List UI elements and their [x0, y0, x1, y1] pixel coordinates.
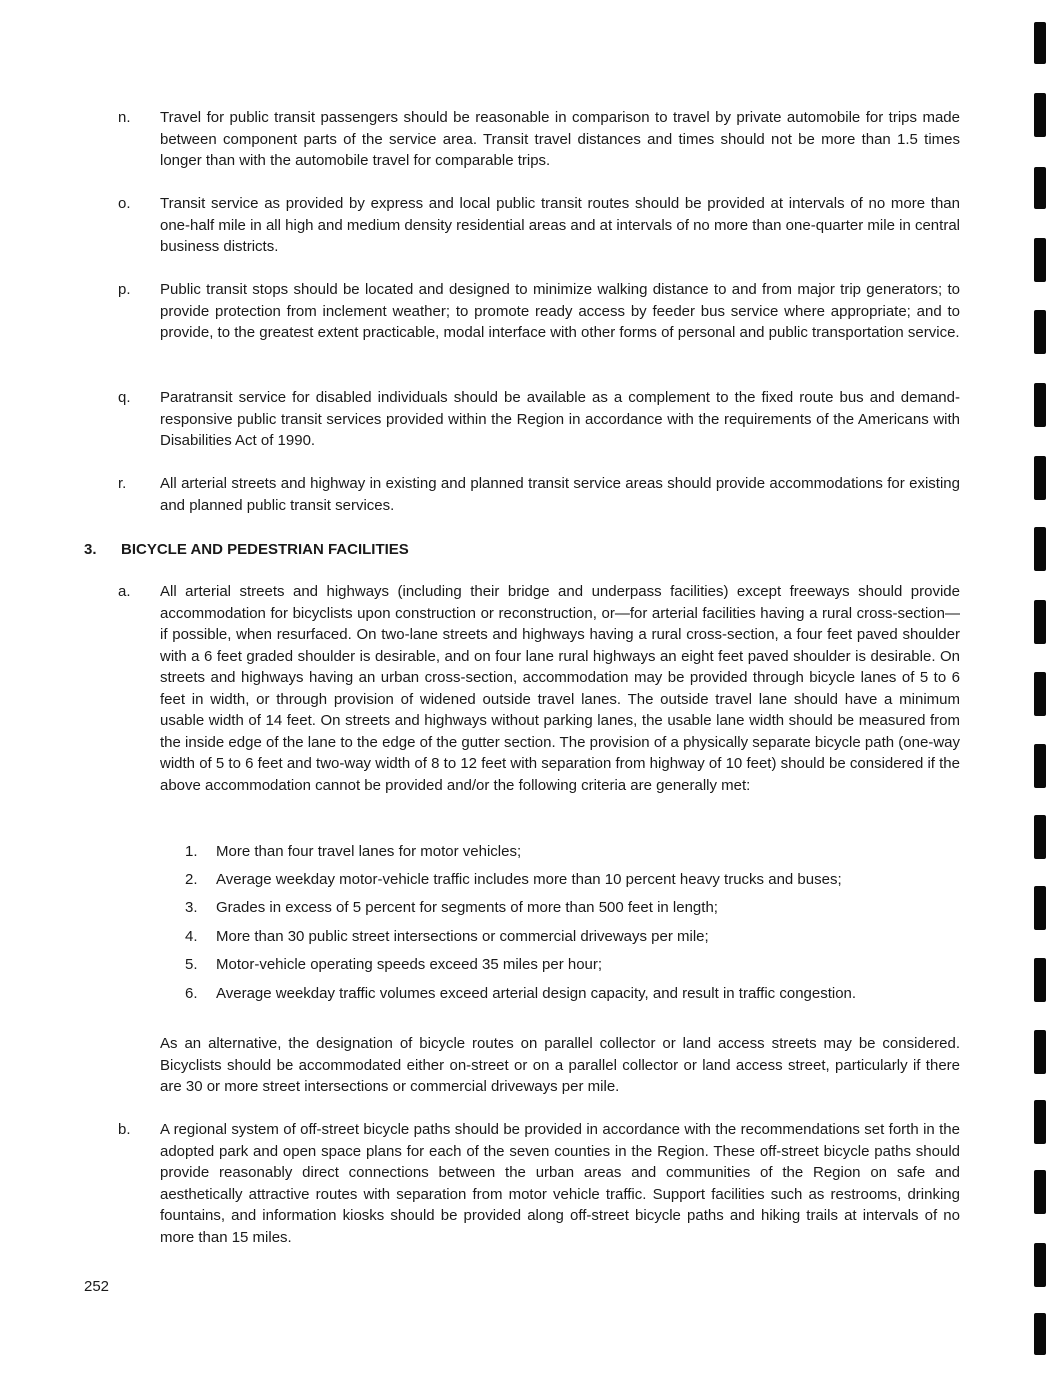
item-text: Travel for public transit passengers should be reasonable in comparison to travel by private automobile for trips made between component parts of the service area. Transit travel distances and times should not be more than 1.5 times longer than with the automobile travel for comparable trips. [160, 109, 960, 169]
alternative-paragraph: As an alternative, the designation of bicycle routes on parallel collector or land access streets may be considered. Bicyclists should be accommodated either on-street or on a parallel collector or land access street, particularly if there are 30 or more street intersections or commercial driveways per mile. [160, 1035, 960, 1095]
item-text: Paratransit service for disabled individuals should be available as a complement to the fixed route bus and demand-responsive public transit services provided within the Region in accordance with the requirements of the Americans with Disabilities Act of 1990. [160, 389, 960, 449]
section-number: 3. [84, 541, 97, 558]
binding-mark [1034, 815, 1046, 859]
item-label: r. [118, 475, 127, 492]
binding-mark [1034, 238, 1046, 282]
binding-mark [1034, 1170, 1046, 1214]
criteria-number: 6. [185, 985, 198, 1002]
criteria-number: 3. [185, 899, 198, 916]
item-label: a. [118, 583, 131, 600]
binding-mark [1034, 527, 1046, 571]
criteria-text: More than 30 public street intersections or commercial driveways per mile; [216, 928, 709, 945]
criteria-text: Average weekday motor-vehicle traffic includes more than 10 percent heavy trucks and buses; [216, 871, 842, 888]
binding-mark [1034, 886, 1046, 930]
item-text: A regional system of off-street bicycle paths should be provided in accordance with the recommendations set forth in the adopted park and open space plans for each of the seven counties in the Region. These off-street bicycle paths should provide reasonably direct connections between the urban areas and communities of the Region on safe and aesthetically attractive routes with separation from motor vehicle traffic. Support facilities such as restrooms, drinking fountains, and information kiosks should be provided along off-street bicycle paths and hiking trails at intervals of no more than 15 miles. [160, 1121, 960, 1246]
criteria-text: Motor-vehicle operating speeds exceed 35 miles per hour; [216, 956, 603, 973]
binding-mark [1034, 672, 1046, 716]
item-label: p. [118, 281, 131, 298]
item-label: b. [118, 1121, 131, 1138]
criteria-number: 2. [185, 871, 198, 888]
item-text: All arterial streets and highway in existing and planned transit service areas should provide accommodations for existing and planned public transit services. [160, 475, 960, 514]
criteria-number: 1. [185, 843, 198, 860]
binding-mark [1034, 167, 1046, 209]
item-label: q. [118, 389, 131, 406]
binding-mark [1034, 383, 1046, 427]
binding-mark [1034, 310, 1046, 354]
item-text: Transit service as provided by express and local public transit routes should be provided at intervals of no more than one-half mile in all high and medium density residential areas and at intervals of no more than one-quarter mile in central business districts. [160, 195, 960, 255]
criteria-text: Average weekday traffic volumes exceed arterial design capacity, and result in traffic congestion. [216, 985, 857, 1002]
criteria-text: Grades in excess of 5 percent for segments of more than 500 feet in length; [216, 899, 718, 916]
binding-mark [1034, 22, 1046, 64]
criteria-number: 5. [185, 956, 198, 973]
section-title: BICYCLE AND PEDESTRIAN FACILITIES [121, 541, 409, 558]
item-text: All arterial streets and highways (including their bridge and underpass facilities) except freeways should provide accommodation for bicyclists upon construction or reconstruction, or—for arterial facilities having a rural cross-section—if possible, when resurfaced. On two-lane streets and highways having a rural cross-section, a four feet paved shoulder with a 6 feet graded shoulder is desirable, and on four lane rural highways an eight feet paved shoulder is desirable. On streets and highways having an urban cross-section, accommodation may be provided through bicycle lanes of 5 to 6 feet in width, or through provision of widened outside travel lanes. The outside travel lane should have a minimum usable width of 14 feet. On streets and highways without parking lanes, the usable lane width should be measured from the inside edge of the lane to the edge of the gutter section. The provision of a physically separate bicycle path (one-way width of 5 to 6 feet and two-way width of 8 to 12 feet with separation from highway of 10 feet) should be considered if the above accommodation cannot be provided and/or the following criteria are generally met: [160, 583, 960, 794]
item-label: n. [118, 109, 131, 126]
item-text: Public transit stops should be located and designed to minimize walking distance to and from major trip generators; to provide protection from inclement weather; to promote ready access by feeder bus service where appropriate; and to provide, to the greatest extent practicable, modal interface with other forms of personal and public transportation service. [160, 281, 960, 341]
binding-mark [1034, 1313, 1046, 1355]
binding-mark [1034, 958, 1046, 1002]
binding-mark [1034, 1100, 1046, 1144]
binding-mark [1034, 600, 1046, 644]
binding-mark [1034, 93, 1046, 137]
page-number: 252 [84, 1278, 110, 1295]
criteria-text: More than four travel lanes for motor vehicles; [216, 843, 522, 860]
item-label: o. [118, 195, 131, 212]
binding-mark [1034, 456, 1046, 500]
binding-mark [1034, 1243, 1046, 1287]
binding-mark [1034, 744, 1046, 788]
criteria-number: 4. [185, 928, 198, 945]
binding-mark [1034, 1030, 1046, 1074]
